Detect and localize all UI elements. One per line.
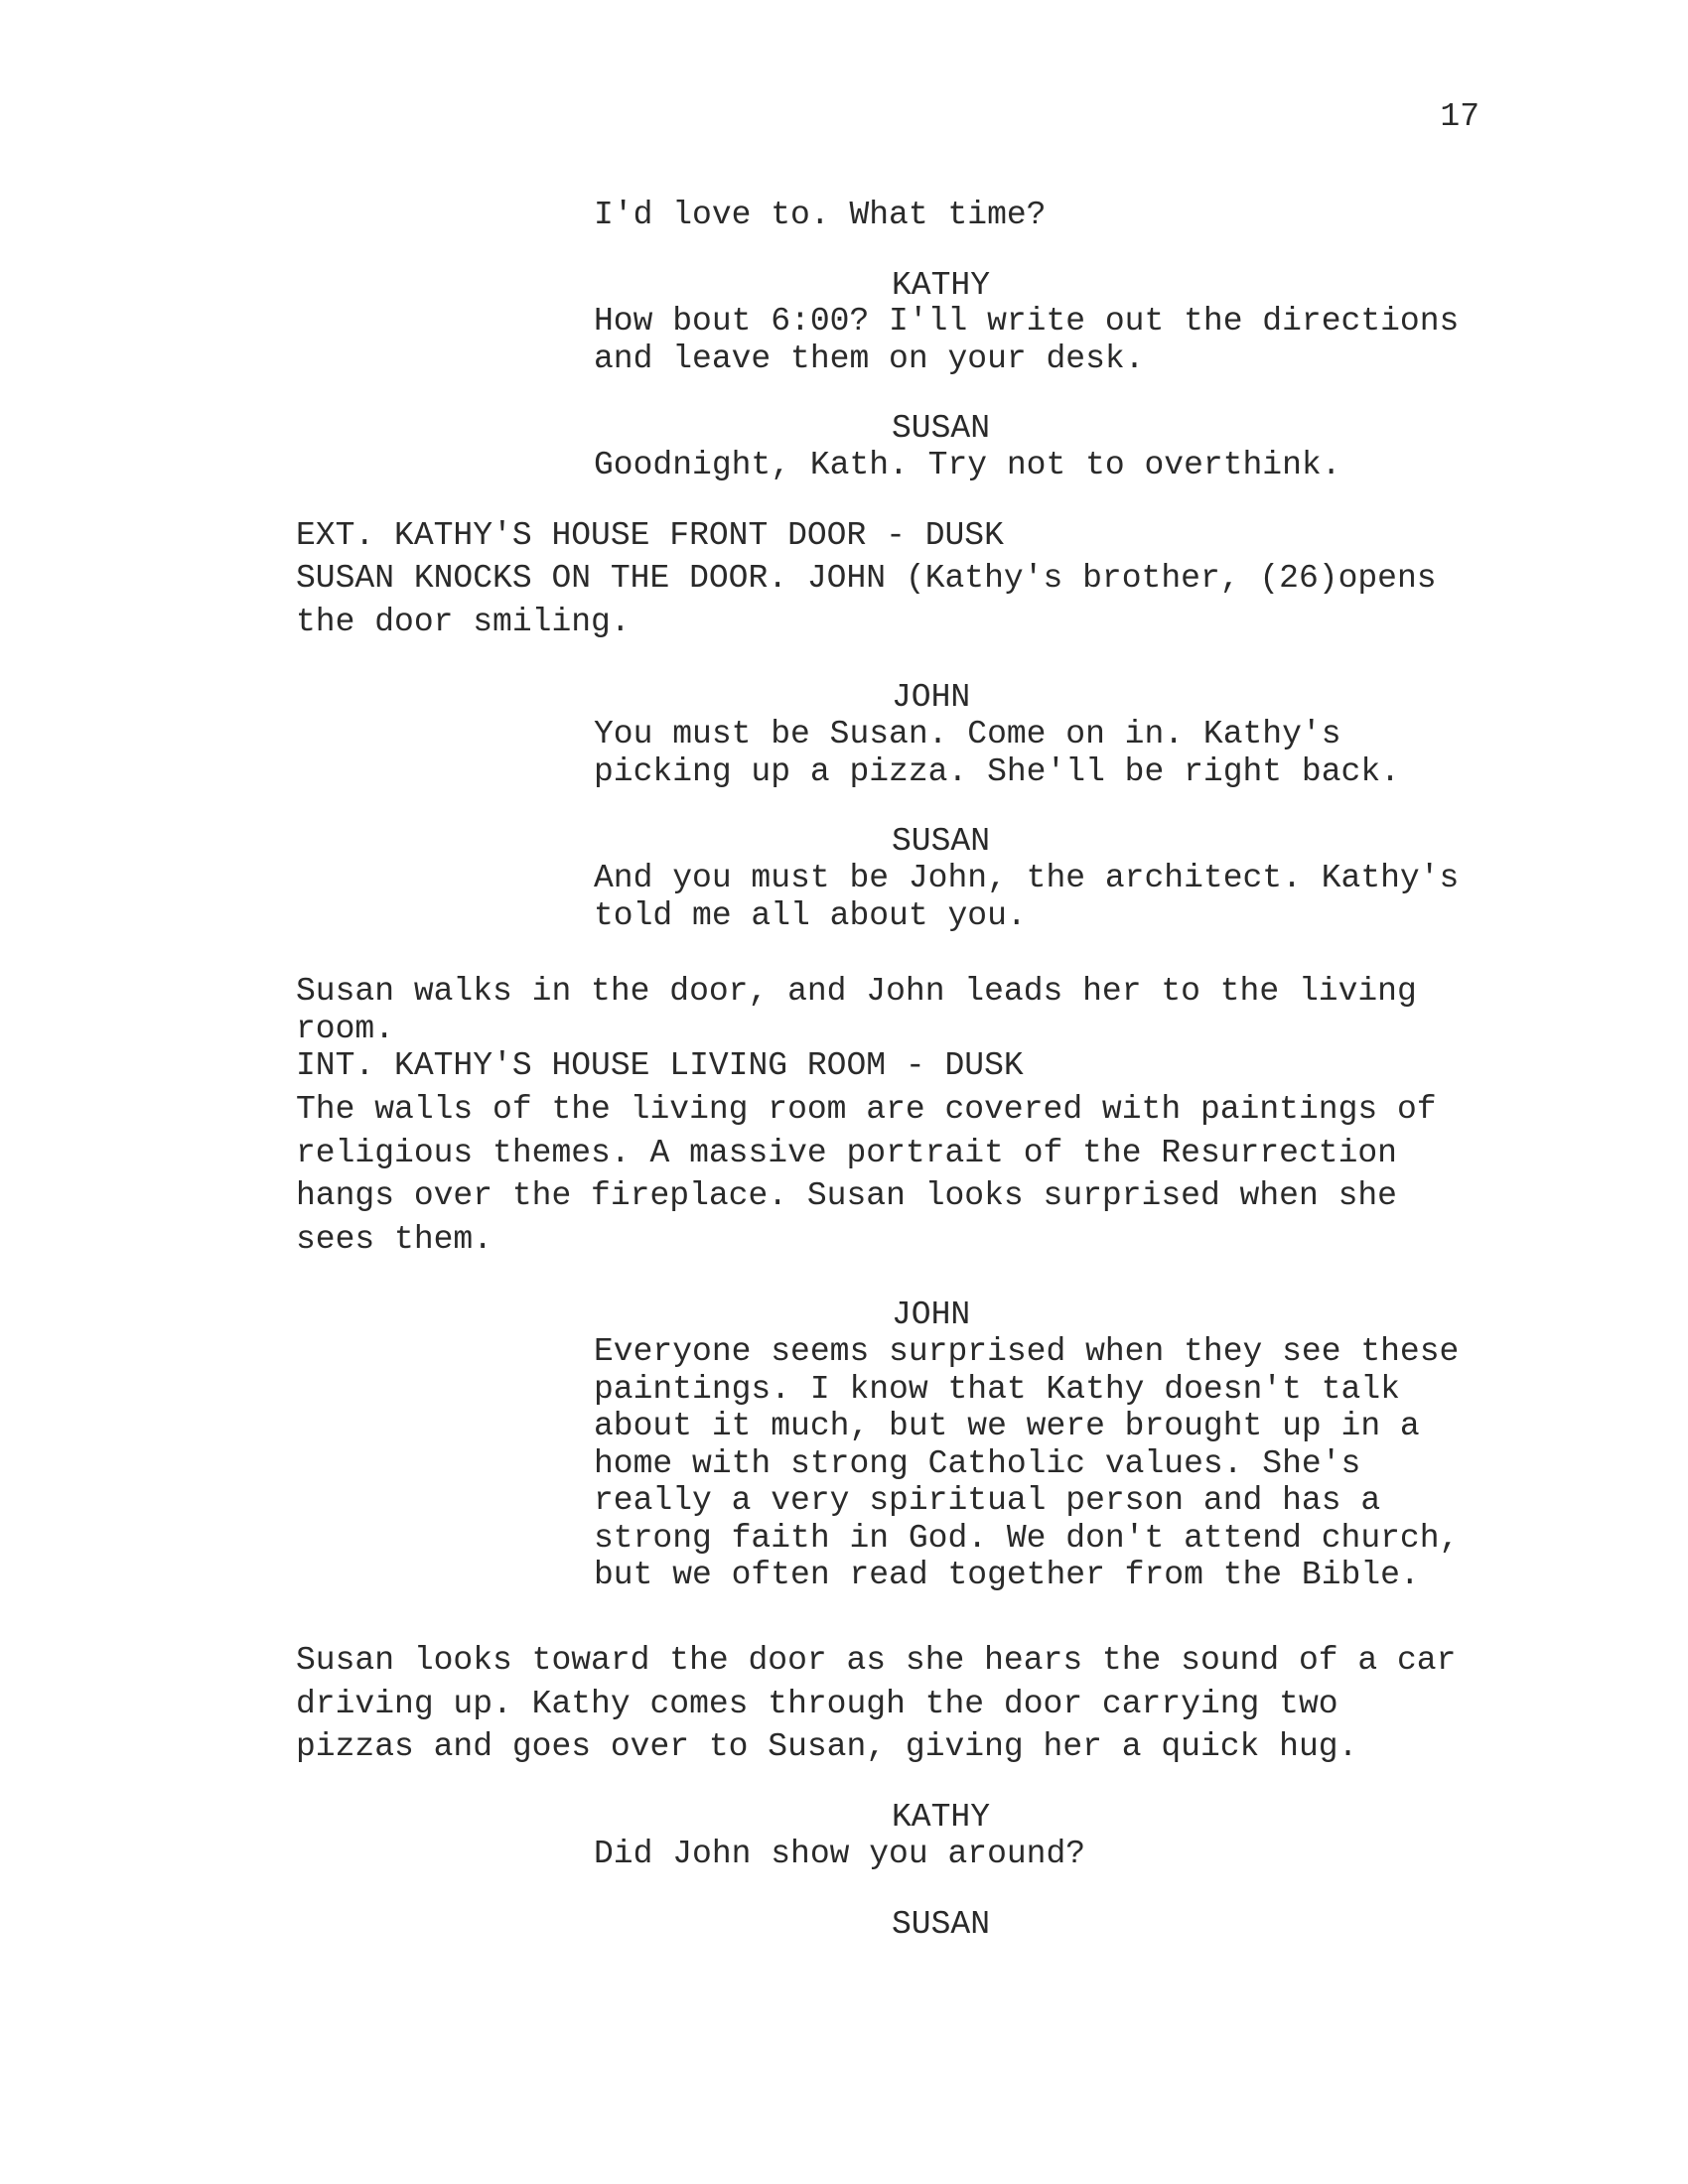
character-name: SUSAN [892, 823, 991, 860]
action-line: Susan walks in the door, and John leads her to the living room. [296, 973, 1417, 1047]
scene-heading: EXT. KATHY'S HOUSE FRONT DOOR - DUSK [296, 517, 1004, 554]
action-line: Susan looks toward the door as she hears the sound of a car driving up. Kathy comes through the door carrying two pizzas and goes over to Susan, giving her a quick hug. [296, 1642, 1457, 1765]
action-line: The walls of the living room are covered with paintings of religious themes. A massive portrait of the Resurrection hangs over the fireplace. Susan looks surprised when she sees them. [296, 1091, 1437, 1258]
character-name: SUSAN [892, 410, 991, 447]
character-name: KATHY [892, 267, 991, 304]
dialogue-line: Everyone seems surprised when they see these paintings. I know that Kathy doesn't talk about it much, but we were brought up in a home with strong Catholic values. She's really a very spiritual person and has a strong faith in God. We don't attend church, but we often read together from the Bible. [594, 1333, 1460, 1593]
page-number: 17 [1440, 98, 1479, 135]
dialogue-line: You must be Susan. Come on in. Kathy's picking up a pizza. She'll be right back. [594, 716, 1400, 790]
dialogue-line: How bout 6:00? I'll write out the directions and leave them on your desk. [594, 303, 1460, 377]
dialogue-line: Did John show you around? [594, 1836, 1086, 1872]
dialogue-line: Goodnight, Kath. Try not to overthink. [594, 447, 1341, 483]
dialogue-line: I'd love to. What time? [594, 197, 1047, 233]
character-name: JOHN [892, 679, 971, 716]
character-name: JOHN [892, 1297, 971, 1333]
action-line: SUSAN KNOCKS ON THE DOOR. JOHN (Kathy's brother, (26)opens the door smiling. [296, 560, 1437, 640]
character-name: KATHY [892, 1799, 991, 1836]
dialogue-line: And you must be John, the architect. Kathy's told me all about you. [594, 860, 1460, 934]
scene-heading: INT. KATHY'S HOUSE LIVING ROOM - DUSK [296, 1047, 1024, 1084]
character-name: SUSAN [892, 1906, 991, 1943]
